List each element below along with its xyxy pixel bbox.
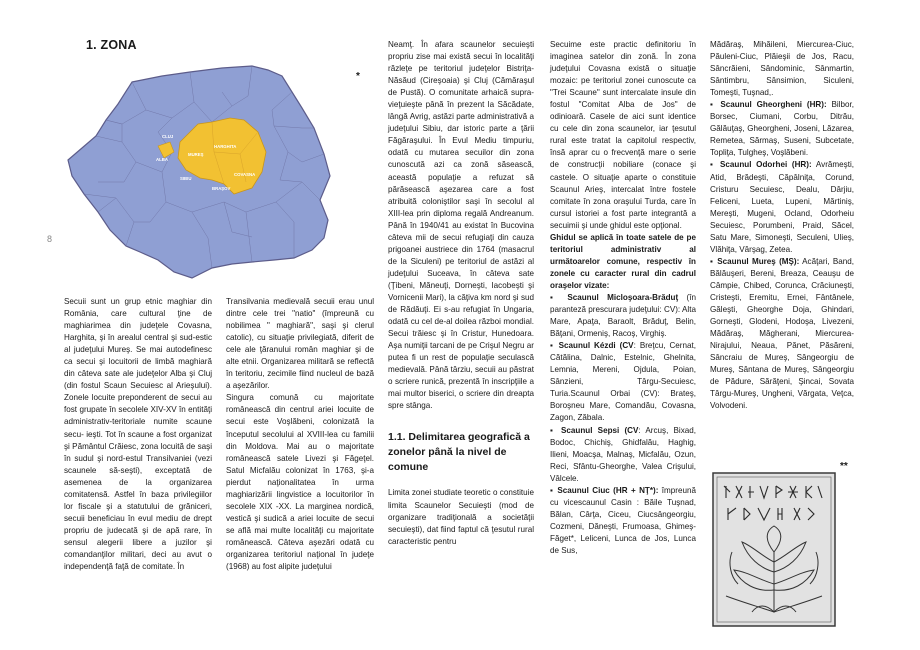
map-label-mures: MUREŞ bbox=[188, 152, 204, 157]
bullet-icon: ▪ bbox=[550, 292, 568, 302]
seat-entry: ▪ Scaunul Mureş (MŞ): Acăţari, Band, Bălăuşeri, Bereni, Breaza, Ceauşu de Câmpie, Chibed, Corunca, Crăciuneşti, Cristeşti, Eremitu, Ernei, Fântânele, Găleşti, Gheorghe Doja, Ghindari, Gorneşti, Glodeni, Hodoşa, Livezeni, Mădăraş, Măgherani, Miercurea-Nirajului, Neaua, Pănet, Păsăreni, Sâncraiu de Mureş, Sângeorgiu de Mureş, Sântana de Mureş, Sângeorgiu de Pădure, Sărăţeni, Şincai, Sovata Târgu-Mureş, Ungheni, Vărgata, Veţca, Volvodeni. bbox=[710, 256, 855, 411]
paragraph: Secuii sunt un grup etnic maghiar din România, care cultural ţine de maghiarimea din judeţele Covasna, Harghita, şi în arealul central şi sud-estic al judeţului Mureş. Se mai autodefinesc ca secui şi locuitorii de limbă maghiară din câteva sate ale judeţelor Alba şi Cluj (din fostul Scaun Secuiesc al Arieşului). Zonele locuite preponderent de secui au fost grupate în secolele XIV-XV în entităţi administrativ-teritoriale numite scaune secu- ieşti. Tot în scaune a fost organizat şi Pământul Crăiesc, zona locuită de saşi în sudul şi nord-estul Transilvaniei (vezi scaunele să-seşti), exceptată de asemenea de la organizarea comitatensă. Astfel în baza privilegiilor lor fiscale şi a statutului de grăniceri, secuii beneficiau în evul mediu de drept propriu de judecată şi de apă rare, în sensul alegerii libere a juzilor şi comandanţilor militari, deci au avut o independenţă faţă de comitate. În bbox=[64, 297, 212, 572]
seat-entry: ▪ Scaunul Gheorgheni (HR): Bilbor, Borsec, Ciumani, Corbu, Ditrău, Gălăuţaş, Gheorgheni, Joseni, Lăzarea, Remetea, Sărmaş, Suseni, Subcetate, Topliţa, Tulgheş, Voşlăbeni. bbox=[710, 100, 855, 158]
section-title: 1. ZONA bbox=[86, 38, 137, 52]
map-label-brasov: BRAŞOV bbox=[212, 186, 231, 191]
bullet-icon: ▪ bbox=[710, 256, 718, 266]
paragraph: Mădăraş, Mihăileni, Miercurea-Ciuc, Păuleni-Ciuc, Plăieşii de Jos, Racu, Sâncrăieni, Sândominic, Sânmartin, Sântimbru, Sânsimion, Siculeni, Tomeşti, Tuşnad,. bbox=[710, 40, 854, 98]
column-4 bbox=[550, 39, 696, 557]
bold-paragraph: Ghidul se aplică în toate satele de pe teritoriul administrativ al următoarelor comune, respectiv în zonele cu caracter rural din cadrul oraşelor vizate: bbox=[550, 232, 696, 290]
paragraph: Transilvania medievală secuii erau unul dintre cele trei "natio" (împreună cu nobilimea " maghiară", saşi şi clerul catolic), cu situaţie privilegiată, diferit de cele ale ţăranului român maghiar şi de alte etnii. Organizarea militară se reflectă în teritoriu, zecimile fiind nucleul de bază a aşezărilor. bbox=[226, 297, 374, 391]
map-label-harghita: HARGHITA bbox=[214, 144, 237, 149]
column-1 bbox=[64, 296, 212, 573]
footnote-double-star: ** bbox=[840, 461, 848, 472]
bullet-icon: ▪ bbox=[710, 100, 721, 110]
bullet-icon: ▪ bbox=[550, 341, 559, 351]
paragraph: Secuime este practic definitoriu în imaginea satelor din zonă. În zona judeţului Covasna există o situaţie mozaic: pe teritoriul zonei cunoscute ca "Trei Scaune" sunt intercalate insule din fostul "Comitat Alba de Jos" de odinioară. Casele de aici sunt identice cu cele din zona scaunelor, iar ţesutul rural este tratat la capitolul respectiv, însă aprar cu o frecvenţă mare o serie de construcţii nobiliare (conace şi castele. O situaţie aparte o constituie Scaunul Arieş, intercalat între fostele comitate în zona oraşului Turda, care în cursul istoriei a fost parte integrantă a secuimii şi unde ghidul este opţional. bbox=[550, 40, 696, 230]
column-5 bbox=[710, 39, 854, 412]
romania-map bbox=[62, 62, 348, 298]
paragraph: Neamţ. În afara scaunelor secuieşti propriu zise mai există secui în localităţi răzleţe pe teritoriul judeţelor Bistriţa-Năsăud (Cireşoaia) şi Cluj (Cămăraşul de Pustă). O comunitate arhaică supra-vieţuieşte până în prezent la Săcădate, lângă Avrig, astăzi parte administrativă a judeţului Sibiu, dar istoric parte a ţării Făgăraşului. În Evul Mediu timpuriu, odată cu mutarea secuilor din zona cunoscută azi ca zonă săsească, această populaţie a refuzat să părăsească aşezarea care a fost atribuită coloniştilor saşi în secolul al XIII-lea prin diploma regală Andreanum. Până în 1940/41 au existat în Bucovina câteva mii de secui refugiaţi din cauza prigoanei austriece din 1764 (masacrul de la Siculeni) pe teritoriul de astăzi al judeţului Suceava, în câteva sate (Ţibeni, Măneuţi, Dorneşti, Iacobeşti şi Vornicenii Mari), la căţiva km nord şi sud de Rădăuţi. Ei s-au refugiat în Ungaria, odată cu cel de-al doilea război mondial. Secui trăiesc şi în Cristur, Hunedoara. Aşa numiţii tarcani de pe Crişul Negru ar putea fi un rest de populaţie seculască medievală. Până târziu, secuii au păstrat o scriere runică, prezentă în inscripţiile a mai multor biserici, o scriere din dreapta spre stânga. bbox=[388, 40, 534, 411]
bullet-icon: ▪ bbox=[550, 485, 558, 495]
map-label-alba: ALBA bbox=[156, 157, 168, 162]
footnote-star: * bbox=[356, 71, 360, 82]
seat-entry: ▪ Scaunul Kézdi (CV: Breţcu, Cernat, Cătălina, Dalnic, Estelnic, Ghelnita, Lemnia, Mereni, Ojdula, Poian, Sânzieni, Târgu-Secuiesc, Turia.Scaunul Orbai (CV): Brateş, Boroşneu Mare, Comandău, Covasna, Zagon, Zăbala. bbox=[550, 341, 696, 423]
paragraph: Limita zonei studiate teoretic o constituie limita Scaunelor Secuieşti (mod de organizare tradiţională a societăţii secuieşti), dat fiind faptul că ţesutul rural caracteristic pentru bbox=[388, 488, 534, 546]
map-label-cluj: CLUJ bbox=[162, 134, 174, 139]
column-3 bbox=[388, 39, 534, 548]
map-label-sibiu: SIBIU bbox=[180, 176, 192, 181]
seat-entry: ▪ Scaunul Ciuc (HR + NŢ*): împreună cu vicescaunul Casin : Băile Tuşnad, Bălan, Cârţa, Ciceu, Ciucsângeorgiu, Cozmeni, Dăneşti, Frumoasa, Ghimeş-Făget*, Leliceni, Lunca de Jos, Lunca de Sus, bbox=[550, 485, 696, 555]
map-label-covasna: COVASNA bbox=[234, 172, 256, 177]
bullet-icon: ▪ bbox=[710, 160, 720, 170]
paragraph: Singura comună cu majoritate românească din centrul ariei locuite de secui este Voşlăbeni, colonizată la începutul secolului al XVIII-lea cu familii din Moldova. Mai au o majoritate românească satele Livezi şi Făgeţel. Satul Micfalău colonizat în 1763, şi-a pierdut naţionalitatea în urma maghiarizării lingvistice a locuitorilor în secolele XIX -XX. La marginea nordică, vestică şi sudică a ariei locuite de secui se află mai multe localităţi cu majoritate românească. Câteva aşezări odată cu organizarea teritoriul naţional în judeţe (1968) au fost alipite judeţului bbox=[226, 393, 374, 572]
column-2 bbox=[226, 296, 374, 573]
runic-inscription-plate bbox=[712, 472, 836, 627]
page-number: 8 bbox=[47, 234, 53, 244]
seat-entry: ▪ Scaunul Sepsi (CV: Arcuş, Bixad, Bodoc, Chichiş, Ghidfalău, Haghig, Ilieni, Moacşa, Malnaş, Micfalău, Ozun, Reci, Sfântu-Gheorghe, Valea Crişului, Vâlcele. bbox=[550, 425, 697, 483]
seat-entry: ▪ Scaunul Micloşoara-Brăduţ (în paranteză prescurara judeţului: CV): Alta Mare, Apaţa, Baraolt, Brăduţ, Belin, Băţani, Ormeniş, Racoş, Virghiş. bbox=[550, 292, 696, 339]
seat-entry: ▪ Scaunul Odorhei (HR): Avrămeşti, Atid, Brădeşti, Căpâlniţa, Corund, Cristuru Secuiesc, Dealu, Dârjiu, Feliceni, Lueta, Lupeni, Mărtiniş, Mereşti, Mugeni, Ocland, Odorheiu Secuiesc, Porumbeni, Praid, Săcel, Satu Mare, Simoneşti, Seculeni, Ulieş, Vlăhiţa, Vârşag, Zetea. bbox=[710, 160, 854, 254]
subsection-heading: 1.1. Delimitarea geografică a zonelor până la nivel de comune bbox=[388, 431, 530, 474]
bullet-icon: ▪ bbox=[550, 425, 561, 435]
